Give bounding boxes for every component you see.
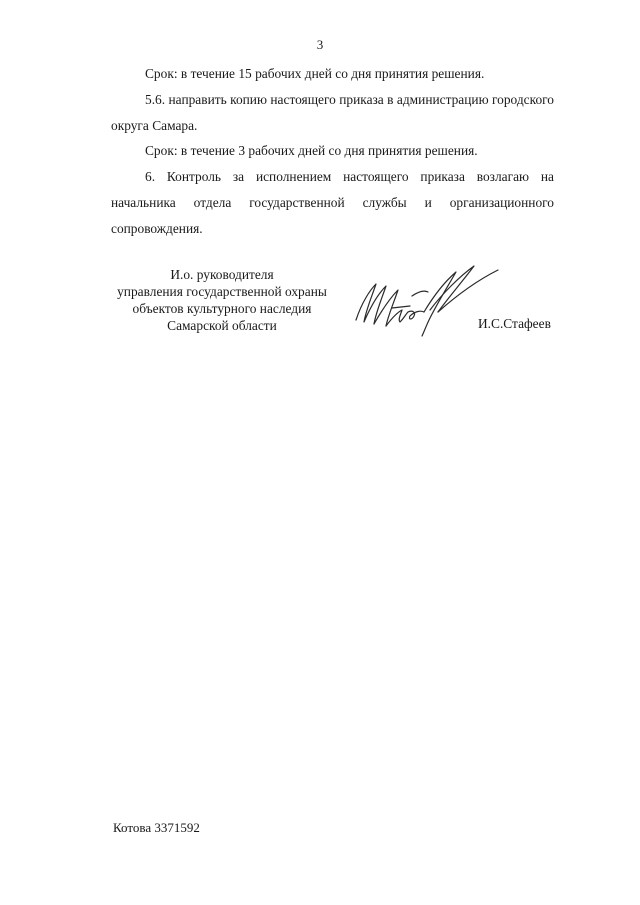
signer-name: И.С.Стафеев	[478, 316, 551, 331]
signatory-title-line: И.о. руководителя	[170, 267, 274, 282]
signatory-title-line: управления государственной охраны	[117, 284, 327, 299]
clause-6-paragraph: 6. Контроль за исполнением настоящего приказа возлагаю на начальника отдела государственной службы и организационного сопровождения.	[111, 169, 554, 236]
executor-note: Котова 3371592	[113, 820, 200, 835]
signatory-title	[108, 266, 336, 334]
page-number: 3	[316, 37, 324, 52]
signatory-title-line: Самарской области	[167, 318, 277, 333]
deadline-paragraph-1: Срок: в течение 15 рабочих дней со дня принятия решения.	[145, 66, 485, 81]
deadline-paragraph-2: Срок: в течение 3 рабочих дней со дня принятия решения.	[145, 143, 478, 158]
clause-5-6-paragraph: 5.6. направить копию настоящего приказа в администрацию городского округа Самара.	[111, 92, 554, 133]
signatory-title-line: объектов культурного наследия	[132, 301, 312, 316]
